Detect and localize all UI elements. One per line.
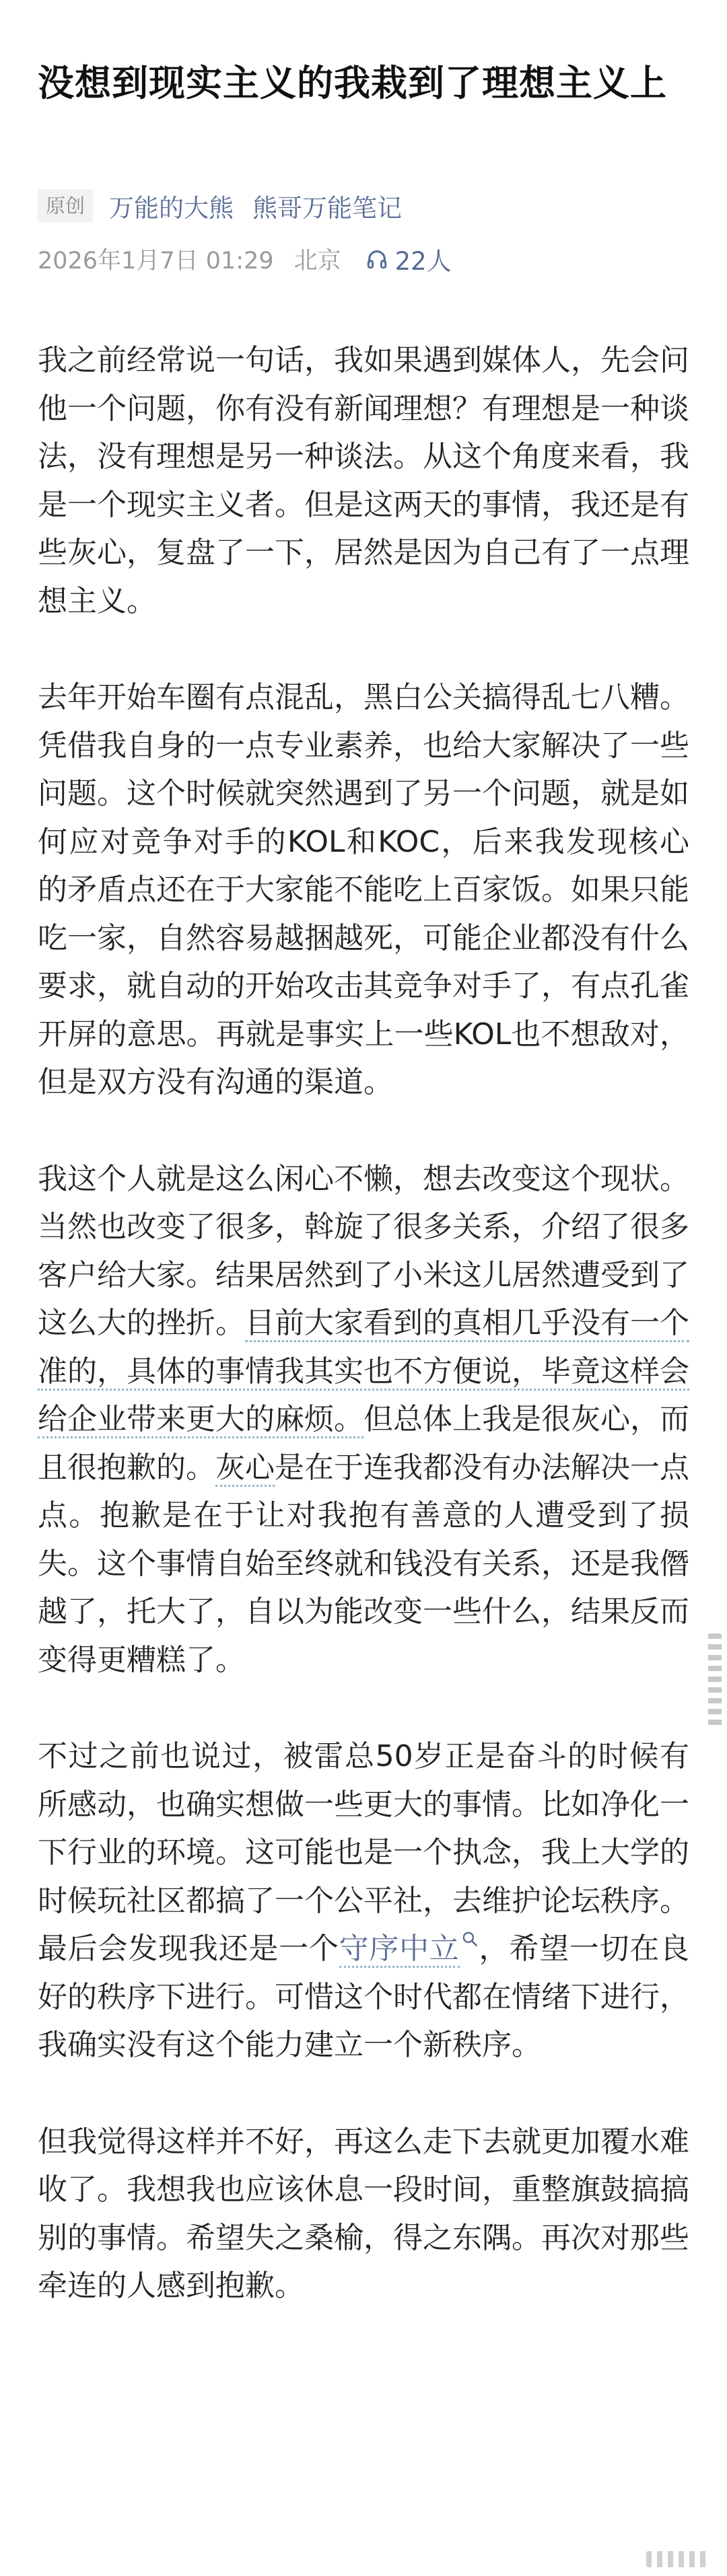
highlight-truth[interactable]: 目前大家看到的真相几乎没有一个准的，具体的事情我其实也不方便说，毕竟这样会给企业带来更大的麻烦。 <box>38 1306 689 1438</box>
headphones-icon[interactable] <box>366 248 388 270</box>
paragraph-4-text-a: 不过之前也说过，被雷总50岁正是奋斗的时候有所感动，也确实想做一些更大的事情。比如净化一下行业的环境。这可能也是一个执念，我上大学的时候玩社区都搞了一个公平社，去维护论坛秩序。最后会发现我还是一个 <box>38 1739 689 1966</box>
article-title: 没想到现实主义的我栽到了理想主义上 <box>38 62 667 105</box>
article-body <box>38 336 689 2359</box>
paragraph-3-text-e: 是在于连我都没有办法解决一点点。抱歉是在于让对我抱有善意的人遭受到了损失。这个事情自始至终就和钱没有关系，还是我僭越了，托大了，自以为能改变一些什么，结果反而变得更糟糕了。 <box>38 1450 689 1677</box>
paragraph-2: 去年开始车圈有点混乱，黑白公关搞得乱七八糟。凭借我自身的一点专业素养，也给大家解决了一些问题。这个时候就突然遇到了另一个问题，就是如何应对竞争对手的KOL和KOC，后来我发现核心的矛盾点还在于大家能不能吃上百家饭。如果只能吃一家，自然容易越捆越死，可能企业都没有什么要求，就自动的开始攻击其竞争对手了，有点孔雀开屏的意思。再就是事实上一些KOL也不想敌对，但是双方没有沟通的渠道。 <box>38 680 689 1099</box>
account-name[interactable]: 熊哥万能笔记 <box>252 194 403 223</box>
listen-count[interactable]: 22人 <box>394 247 452 276</box>
vertical-scrollbar[interactable] <box>708 1633 722 1728</box>
article-info <box>38 237 452 281</box>
paragraph-4-text-b: ，希望一切在良好的秩序下进行。可惜这个时代都在情绪下进行，我确实没有这个能力建立一个新秩序。 <box>38 1931 690 2062</box>
author-name[interactable]: 万能的大熊 <box>109 194 234 223</box>
search-icon[interactable] <box>461 1930 479 1948</box>
paragraph-1: 我之前经常说一句话，我如果遇到媒体人，先会问他一个问题，你有没有新闻理想？有理想是一种谈法，没有理想是另一种谈法。从这个角度来看，我是一个现实主义者。但是这两天的事情，我还是有些灰心，复盘了一下，居然是因为自己有了一点理想主义。 <box>38 343 689 618</box>
publish-location: 北京 <box>293 248 341 274</box>
horizontal-scroll-indicator[interactable] <box>646 2551 711 2567</box>
paragraph-3 <box>38 1155 689 1685</box>
original-tag: 原创 <box>38 189 93 223</box>
paragraph-5: 但我觉得这样并不好，再这么走下去就更加覆水难收了。我想我也应该休息一段时间，重整旗鼓搞搞别的事情。希望失之桑榆，得之东隅。再次对那些牵连的人感到抱歉。 <box>38 2124 689 2303</box>
paragraph-3-text-c: 但总体上我是很灰心，而且很抱歉的。 <box>38 1402 689 1485</box>
search-link[interactable]: 守序中立 <box>339 1931 460 1968</box>
publish-date: 2026年1月7日 01:29 <box>38 248 274 274</box>
highlight-disheartened[interactable]: 灰心 <box>215 1450 275 1487</box>
paragraph-3-text-a: 我这个人就是这么闲心不懒，想去改变这个现状。当然也改变了很多，斡旋了很多关系，介绍了很多客户给大家。结果居然到了小米这儿居然遭受到了这么大的挫折。 <box>38 1161 689 1340</box>
paragraph-4 <box>38 1732 689 2069</box>
article-meta <box>38 186 402 226</box>
